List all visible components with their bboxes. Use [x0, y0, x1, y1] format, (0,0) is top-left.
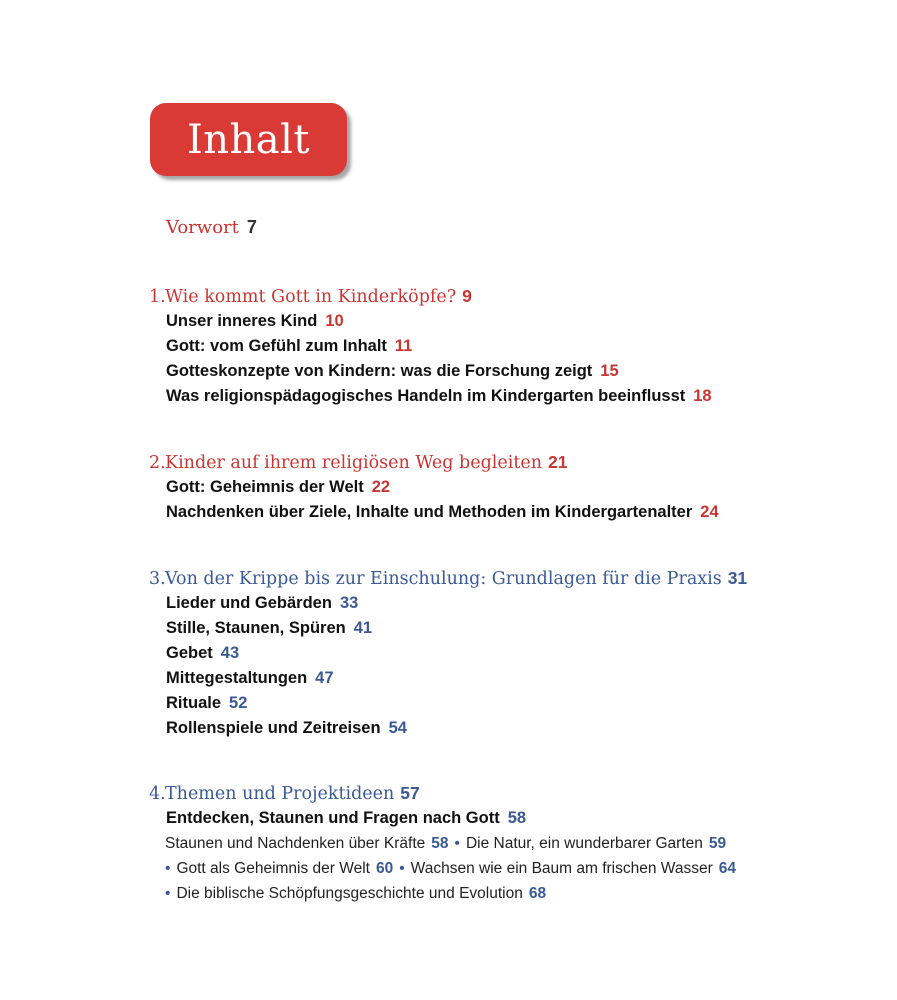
entry-label[interactable]: Gott als Geheimnis der Welt	[176, 860, 370, 877]
entry-page: 58	[507, 809, 527, 827]
entry-page: 68	[528, 885, 547, 902]
toc-entry[interactable]	[166, 809, 526, 828]
entry-label[interactable]: Die biblische Schöpfungsgeschichte und Evolution	[176, 885, 523, 902]
entry-label: Gott: vom Gefühl zum Inhalt	[166, 337, 387, 355]
toc-entry[interactable]	[166, 312, 344, 331]
entry-page: 22	[371, 478, 391, 496]
chapter-number: 4.	[149, 784, 166, 804]
vorwort-label: Vorwort	[166, 217, 239, 238]
toc-chapter-4[interactable]	[149, 783, 420, 804]
toc-entry-line	[165, 885, 546, 903]
toc-chapter-1[interactable]	[149, 286, 472, 307]
entry-label[interactable]: Die Natur, ein wunderbarer Garten	[465, 835, 703, 852]
entry-label: Stille, Staunen, Spüren	[166, 619, 346, 637]
toc-entry[interactable]	[166, 594, 358, 613]
bullet-icon: •	[165, 860, 171, 877]
toc-entry[interactable]	[166, 644, 239, 663]
entry-page: 64	[718, 860, 736, 877]
entry-label: Gott: Geheimnis der Welt	[166, 478, 364, 496]
entry-page: 59	[708, 835, 727, 852]
page-title: Inhalt	[186, 116, 311, 163]
toc-entry[interactable]	[166, 478, 390, 497]
toc-entry[interactable]	[166, 387, 712, 406]
title-badge	[150, 103, 347, 176]
entry-label: Rollenspiele und Zeitreisen	[166, 719, 381, 737]
vorwort-page: 7	[246, 217, 257, 237]
toc-chapter-3[interactable]	[149, 568, 747, 589]
entry-label: Gotteskonzepte von Kindern: was die Forschung zeigt	[166, 362, 593, 380]
chapter-page: 57	[400, 783, 420, 803]
entry-label[interactable]: Staunen und Nachdenken über Kräfte	[165, 835, 426, 852]
toc-entry[interactable]	[166, 669, 334, 688]
entry-page: 52	[229, 694, 248, 712]
entry-page: 10	[325, 312, 344, 330]
chapter-label: Wie kommt Gott in Kinderköpfe?	[165, 287, 457, 307]
entry-page: 60	[375, 860, 394, 877]
chapter-page: 31	[727, 568, 748, 588]
entry-label: Rituale	[166, 694, 222, 712]
bullet-icon: •	[165, 885, 171, 902]
toc-entry-line	[165, 835, 726, 853]
toc-entry[interactable]	[166, 619, 372, 638]
entry-page: 11	[394, 337, 413, 355]
entry-label: Was religionspädagogisches Handeln im Kindergarten beeinflusst	[166, 387, 686, 405]
chapter-label: Kinder auf ihrem religiösen Weg begleiten	[165, 453, 542, 473]
entry-label: Nachdenken über Ziele, Inhalte und Methoden im Kindergartenalter	[166, 503, 693, 521]
toc-entry[interactable]	[166, 694, 247, 713]
entry-page: 47	[315, 669, 334, 687]
entry-label: Unser inneres Kind	[166, 312, 318, 330]
toc-chapter-2[interactable]	[149, 452, 567, 473]
chapter-label: Themen und Projektideen	[165, 784, 395, 804]
chapter-number: 3.	[149, 569, 166, 589]
entry-page: 24	[700, 503, 719, 521]
entry-page: 43	[220, 644, 240, 662]
chapter-number: 2.	[149, 453, 166, 473]
toc-entry[interactable]	[166, 362, 619, 381]
entry-page: 33	[339, 594, 359, 612]
entry-label[interactable]: Wachsen wie ein Baum am frischen Wasser	[410, 860, 713, 877]
toc-entry[interactable]	[166, 337, 412, 356]
entry-page: 54	[388, 719, 407, 737]
chapter-page: 9	[462, 286, 472, 306]
entry-label: Lieder und Gebärden	[166, 594, 332, 612]
entry-page: 18	[693, 387, 712, 405]
entry-label: Mittegestaltungen	[166, 669, 308, 687]
toc-entry-line	[165, 860, 736, 878]
bullet-icon: •	[399, 860, 405, 877]
toc-entry[interactable]	[166, 719, 407, 738]
entry-page: 58	[431, 835, 449, 852]
chapter-number: 1.	[149, 287, 166, 307]
toc-vorwort[interactable]	[166, 217, 257, 238]
chapter-page: 21	[548, 452, 568, 472]
chapter-label: Von der Krippe bis zur Einschulung: Grundlagen für die Praxis	[165, 569, 722, 589]
entry-page: 41	[353, 619, 373, 637]
toc-entry[interactable]	[166, 503, 719, 522]
entry-page: 15	[600, 362, 619, 380]
entry-label: Entdecken, Staunen und Fragen nach Gott	[166, 809, 500, 827]
bullet-icon: •	[454, 835, 460, 852]
entry-label: Gebet	[166, 644, 213, 662]
